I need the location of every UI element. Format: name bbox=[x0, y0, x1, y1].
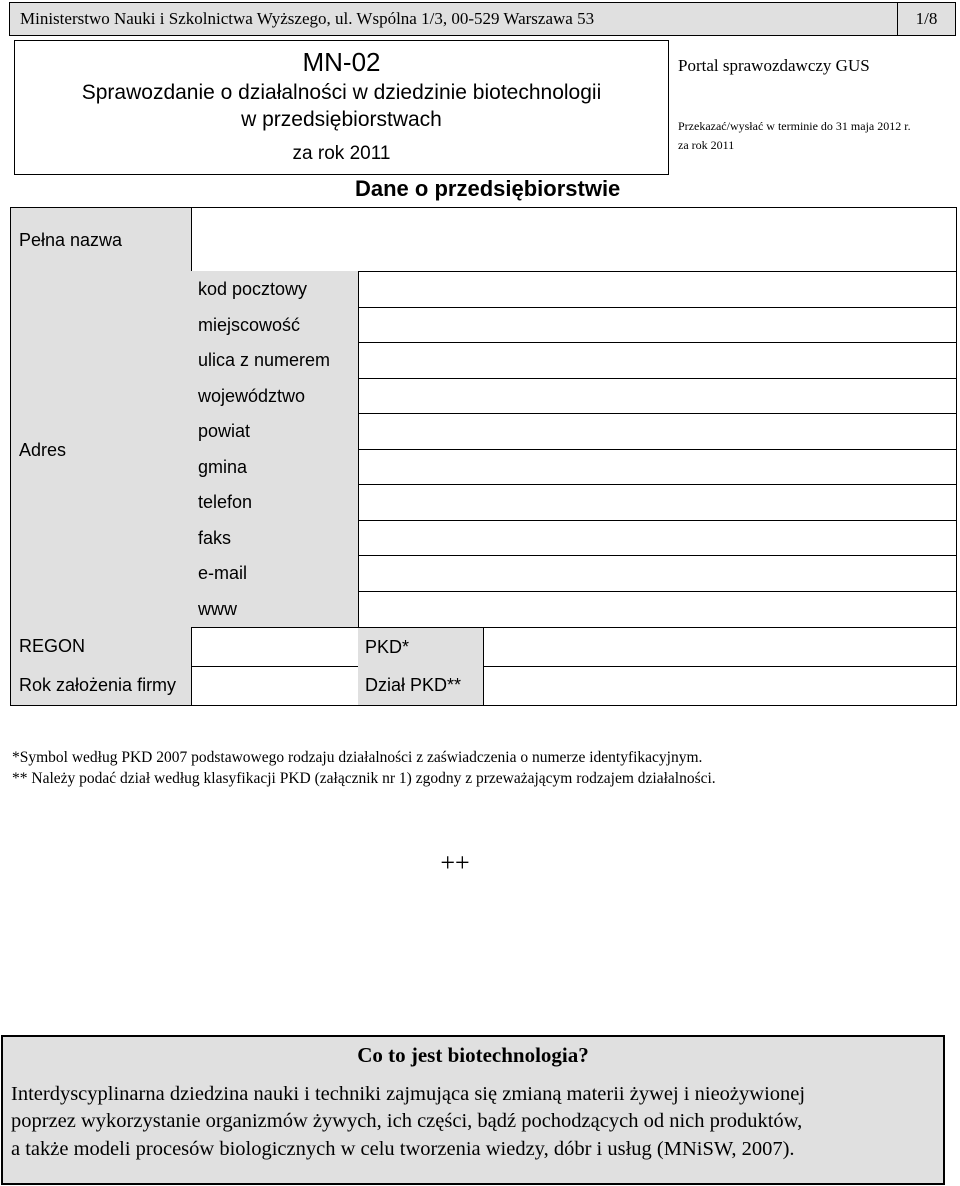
form-code: MN-02 bbox=[302, 47, 381, 77]
pkd-label-cell bbox=[358, 627, 484, 667]
pkd-division-field[interactable] bbox=[483, 666, 957, 706]
address-field-input[interactable] bbox=[359, 414, 956, 449]
portal-year: za rok 2011 bbox=[678, 138, 735, 152]
portal-deadline: Przekazać/wysłać w terminie do 31 maja 2012 r. bbox=[678, 119, 911, 133]
separator-mark: ++ bbox=[440, 848, 470, 877]
address-field-label: miejscowość bbox=[198, 314, 301, 335]
address-label-cell bbox=[10, 271, 192, 628]
address-field-input[interactable] bbox=[359, 272, 956, 307]
pkd-field[interactable] bbox=[483, 627, 957, 667]
regon-label-cell bbox=[10, 627, 192, 667]
footnote-pkd: *Symbol według PKD 2007 podstawowego rodzaju działalności z zaświadczenia o numerze identyfikacyjnym. bbox=[12, 749, 703, 766]
pkd-label: PKD* bbox=[365, 637, 410, 657]
full-name-label-cell bbox=[10, 207, 192, 272]
info-box-line: Interdyscyplinarna dziedzina nauki i techniki zajmująca się zmianą materii żywej i nieożywionej bbox=[11, 1083, 806, 1105]
address-field-input[interactable] bbox=[359, 592, 956, 627]
address-field-label: ulica z numerem bbox=[198, 350, 331, 370]
address-field-input[interactable] bbox=[359, 343, 956, 378]
founding-year-label-cell bbox=[10, 666, 192, 706]
address-field-label: www bbox=[198, 598, 237, 619]
founding-year-field[interactable] bbox=[191, 666, 359, 706]
address-field-label: gmina bbox=[198, 456, 248, 477]
full-name-field[interactable] bbox=[191, 207, 957, 272]
address-field-label: kod pocztowy bbox=[198, 279, 308, 299]
ministry-address: Ministerstwo Nauki i Szkolnictwa Wyższego, ul. Wspólna 1/3, 00-529 Warszawa 53 bbox=[20, 9, 595, 28]
form-title-line2: w przedsiębiorstwach bbox=[241, 108, 442, 131]
address-field-input[interactable] bbox=[359, 450, 956, 485]
pkd-division-label-cell bbox=[358, 666, 484, 706]
info-box-title: Co to jest biotechnologia? bbox=[357, 1043, 589, 1067]
regon-label: REGON bbox=[19, 636, 86, 656]
footnote-pkd-division: ** Należy podać dział według klasyfikacji PKD (załącznik nr 1) zgodny z przeważającym rodzajem działalności. bbox=[12, 770, 716, 787]
address-field-input[interactable] bbox=[359, 485, 956, 520]
portal-name: Portal sprawozdawczy GUS bbox=[678, 56, 870, 75]
address-field-input[interactable] bbox=[359, 379, 956, 414]
address-label: Adres bbox=[19, 440, 67, 460]
pkd-division-label: Dział PKD** bbox=[365, 675, 462, 695]
address-field-label: województwo bbox=[198, 385, 306, 406]
page-number: 1/8 bbox=[915, 9, 938, 28]
info-box-line: poprzez wykorzystanie organizmów żywych, ich części, bądź pochodzących od nich produktów, bbox=[11, 1110, 803, 1132]
full-name-label: Pełna nazwa bbox=[19, 230, 123, 250]
address-field-input[interactable] bbox=[359, 521, 956, 556]
form-year: za rok 2011 bbox=[292, 143, 391, 164]
founding-year-label: Rok założenia firmy bbox=[19, 675, 177, 695]
address-field-input[interactable] bbox=[359, 308, 956, 343]
address-field-label: e-mail bbox=[198, 563, 248, 583]
address-field-label: telefon bbox=[198, 492, 253, 512]
info-box-line: a także modeli procesów biologicznych w celu tworzenia wiedzy, dóbr i usług (MNiSW, 2007). bbox=[11, 1138, 795, 1160]
regon-field[interactable] bbox=[191, 627, 359, 667]
address-field-label: powiat bbox=[198, 421, 251, 441]
form-title-line1: Sprawozdanie o działalności w dziedzinie biotechnologii bbox=[81, 81, 602, 104]
address-field-label: faks bbox=[198, 527, 232, 548]
section-title: Dane o przedsiębiorstwie bbox=[355, 176, 621, 201]
address-field-input[interactable] bbox=[359, 556, 956, 591]
